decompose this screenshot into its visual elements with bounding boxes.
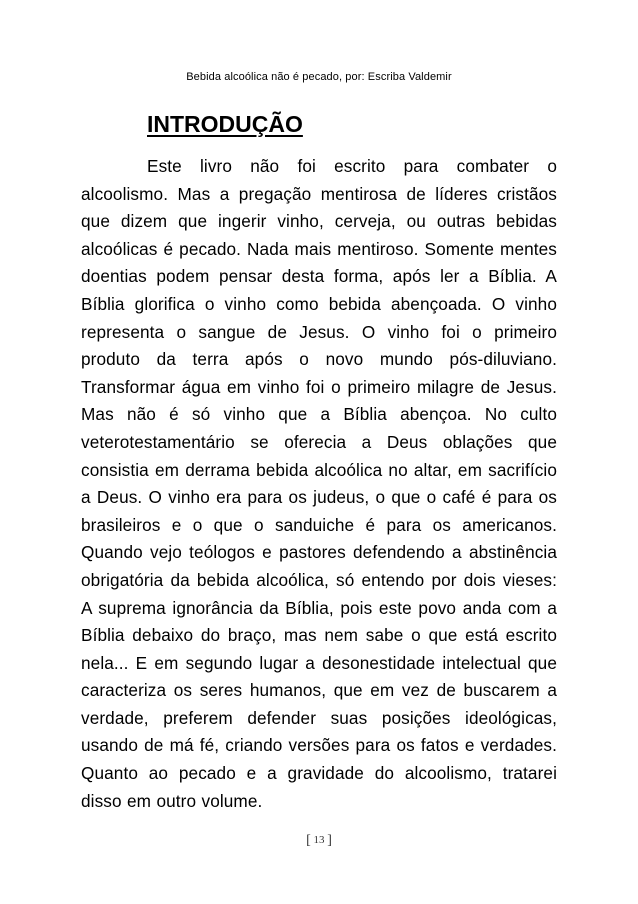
chapter-title: INTRODUÇÃO [147,111,303,137]
page-number-value: 13 [313,834,325,846]
body-paragraph: Este livro não foi escrito para combater o alcoolismo. Mas a pregação mentirosa de líderes cristãos que dizem que ingerir vinho, cerveja, ou outras bebidas alcoólicas é pecado. Nada mais mentiroso. Somente mentes doentias podem pensar desta forma, após ler a Bíblia. A Bíblia glorifica o vinho como bebida abençoada. O vinho representa o sangue de Jesus. O vinho foi o primeiro produto da terra após o novo mundo pós-diluviano. Transformar água em vinho foi o primeiro milagre de Jesus. Mas não é só vinho que a Bíblia abençoa. No culto veterotestamentário se oferecia a Deus oblações que consistia em derrama bebida alcoólica no altar, em sacrifício a Deus. O vinho era para os judeus, o que o café é para os brasileiros e o que o sanduiche é para os americanos. Quando vejo teólogos e pastores defendendo a abstinência obrigatória da bebida alcoólica, só entendo por dois vieses: A suprema ignorância da Bíblia, pois este povo anda com a Bíblia debaixo do braço, mas nem sabe o que está escrito nela... E em segundo lugar a desonestidade intelectual que caracteriza os seres humanos, que em vez de buscarem a verdade, preferem defender suas posições ideológicas, usando de má fé, criando versões para os fatos e verdades. Quanto ao pecado e a gravidade do alcoolismo, tratarei disso em outro volume. [81,156,557,811]
page-number-bracket-close: ] [327,833,332,848]
running-header: Bebida alcoólica não é pecado, por: Escriba Valdemir [186,71,452,83]
page-number-bracket-open: [ [306,833,311,848]
page-number [0,833,638,848]
